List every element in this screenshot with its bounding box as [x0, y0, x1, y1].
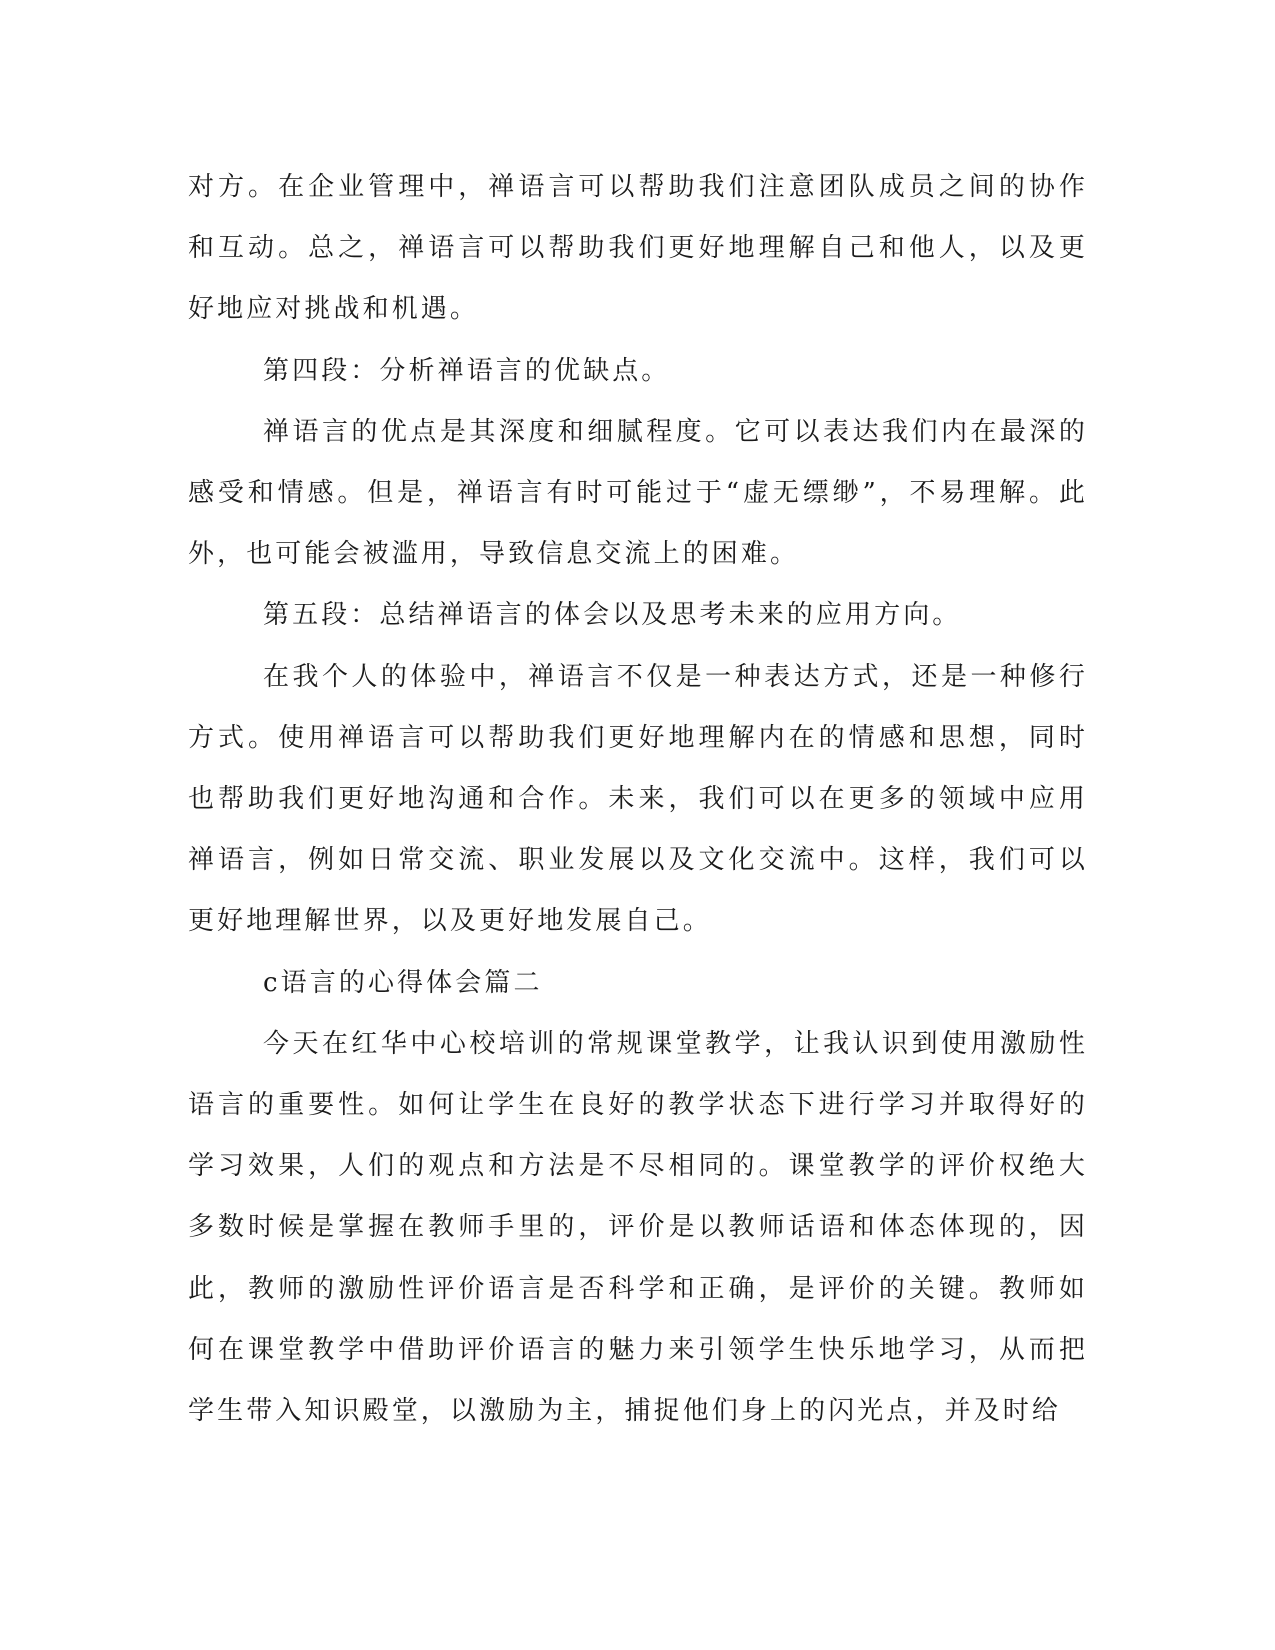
paragraph-summary: 在我个人的体验中，禅语言不仅是一种表达方式，还是一种修行方式。使用禅语言可以帮助我们更好地理解内在的情感和思想，同时也帮助我们更好地沟通和合作。未来，我们可以在更多的领域中应用禅语言，例如日常交流、职业发展以及文化交流中。这样，我们可以更好地理解世界，以及更好地发展自己。: [188, 661, 1088, 937]
article-title-part-2: c语言的心得体会篇二: [263, 967, 543, 998]
paragraph-continuation: 对方。在企业管理中，禅语言可以帮助我们注意团队成员之间的协作和互动。总之，禅语言可以帮助我们更好地理解自己和他人，以及更好地应对挑战和机遇。: [188, 172, 1088, 325]
paragraph-teaching: 今天在红华中心校培训的常规课堂教学，让我认识到使用激励性语言的重要性。如何让学生在良好的教学状态下进行学习并取得好的学习效果，人们的观点和方法是不尽相同的。课堂教学的评价权绝大多数时候是掌握在教师手里的，评价是以教师话语和体态体现的，因此，教师的激励性评价语言是否科学和正确，是评价的关键。教师如何在课堂教学中借助评价语言的魅力来引领学生快乐地学习，从而把学生带入知识殿堂，以激励为主，捕捉他们身上的闪光点，并及时给: [188, 1028, 1088, 1427]
section-heading-5: 第五段：总结禅语言的体会以及思考未来的应用方向。: [263, 600, 962, 631]
section-heading-4: 第四段：分析禅语言的优缺点。: [263, 355, 671, 386]
document-body: [188, 157, 1088, 1442]
paragraph-pros-cons: 禅语言的优点是其深度和细腻程度。它可以表达我们内在最深的感受和情感。但是，禅语言有时可能过于“虚无缥缈”，不易理解。此外，也可能会被滥用，导致信息交流上的困难。: [188, 416, 1088, 570]
